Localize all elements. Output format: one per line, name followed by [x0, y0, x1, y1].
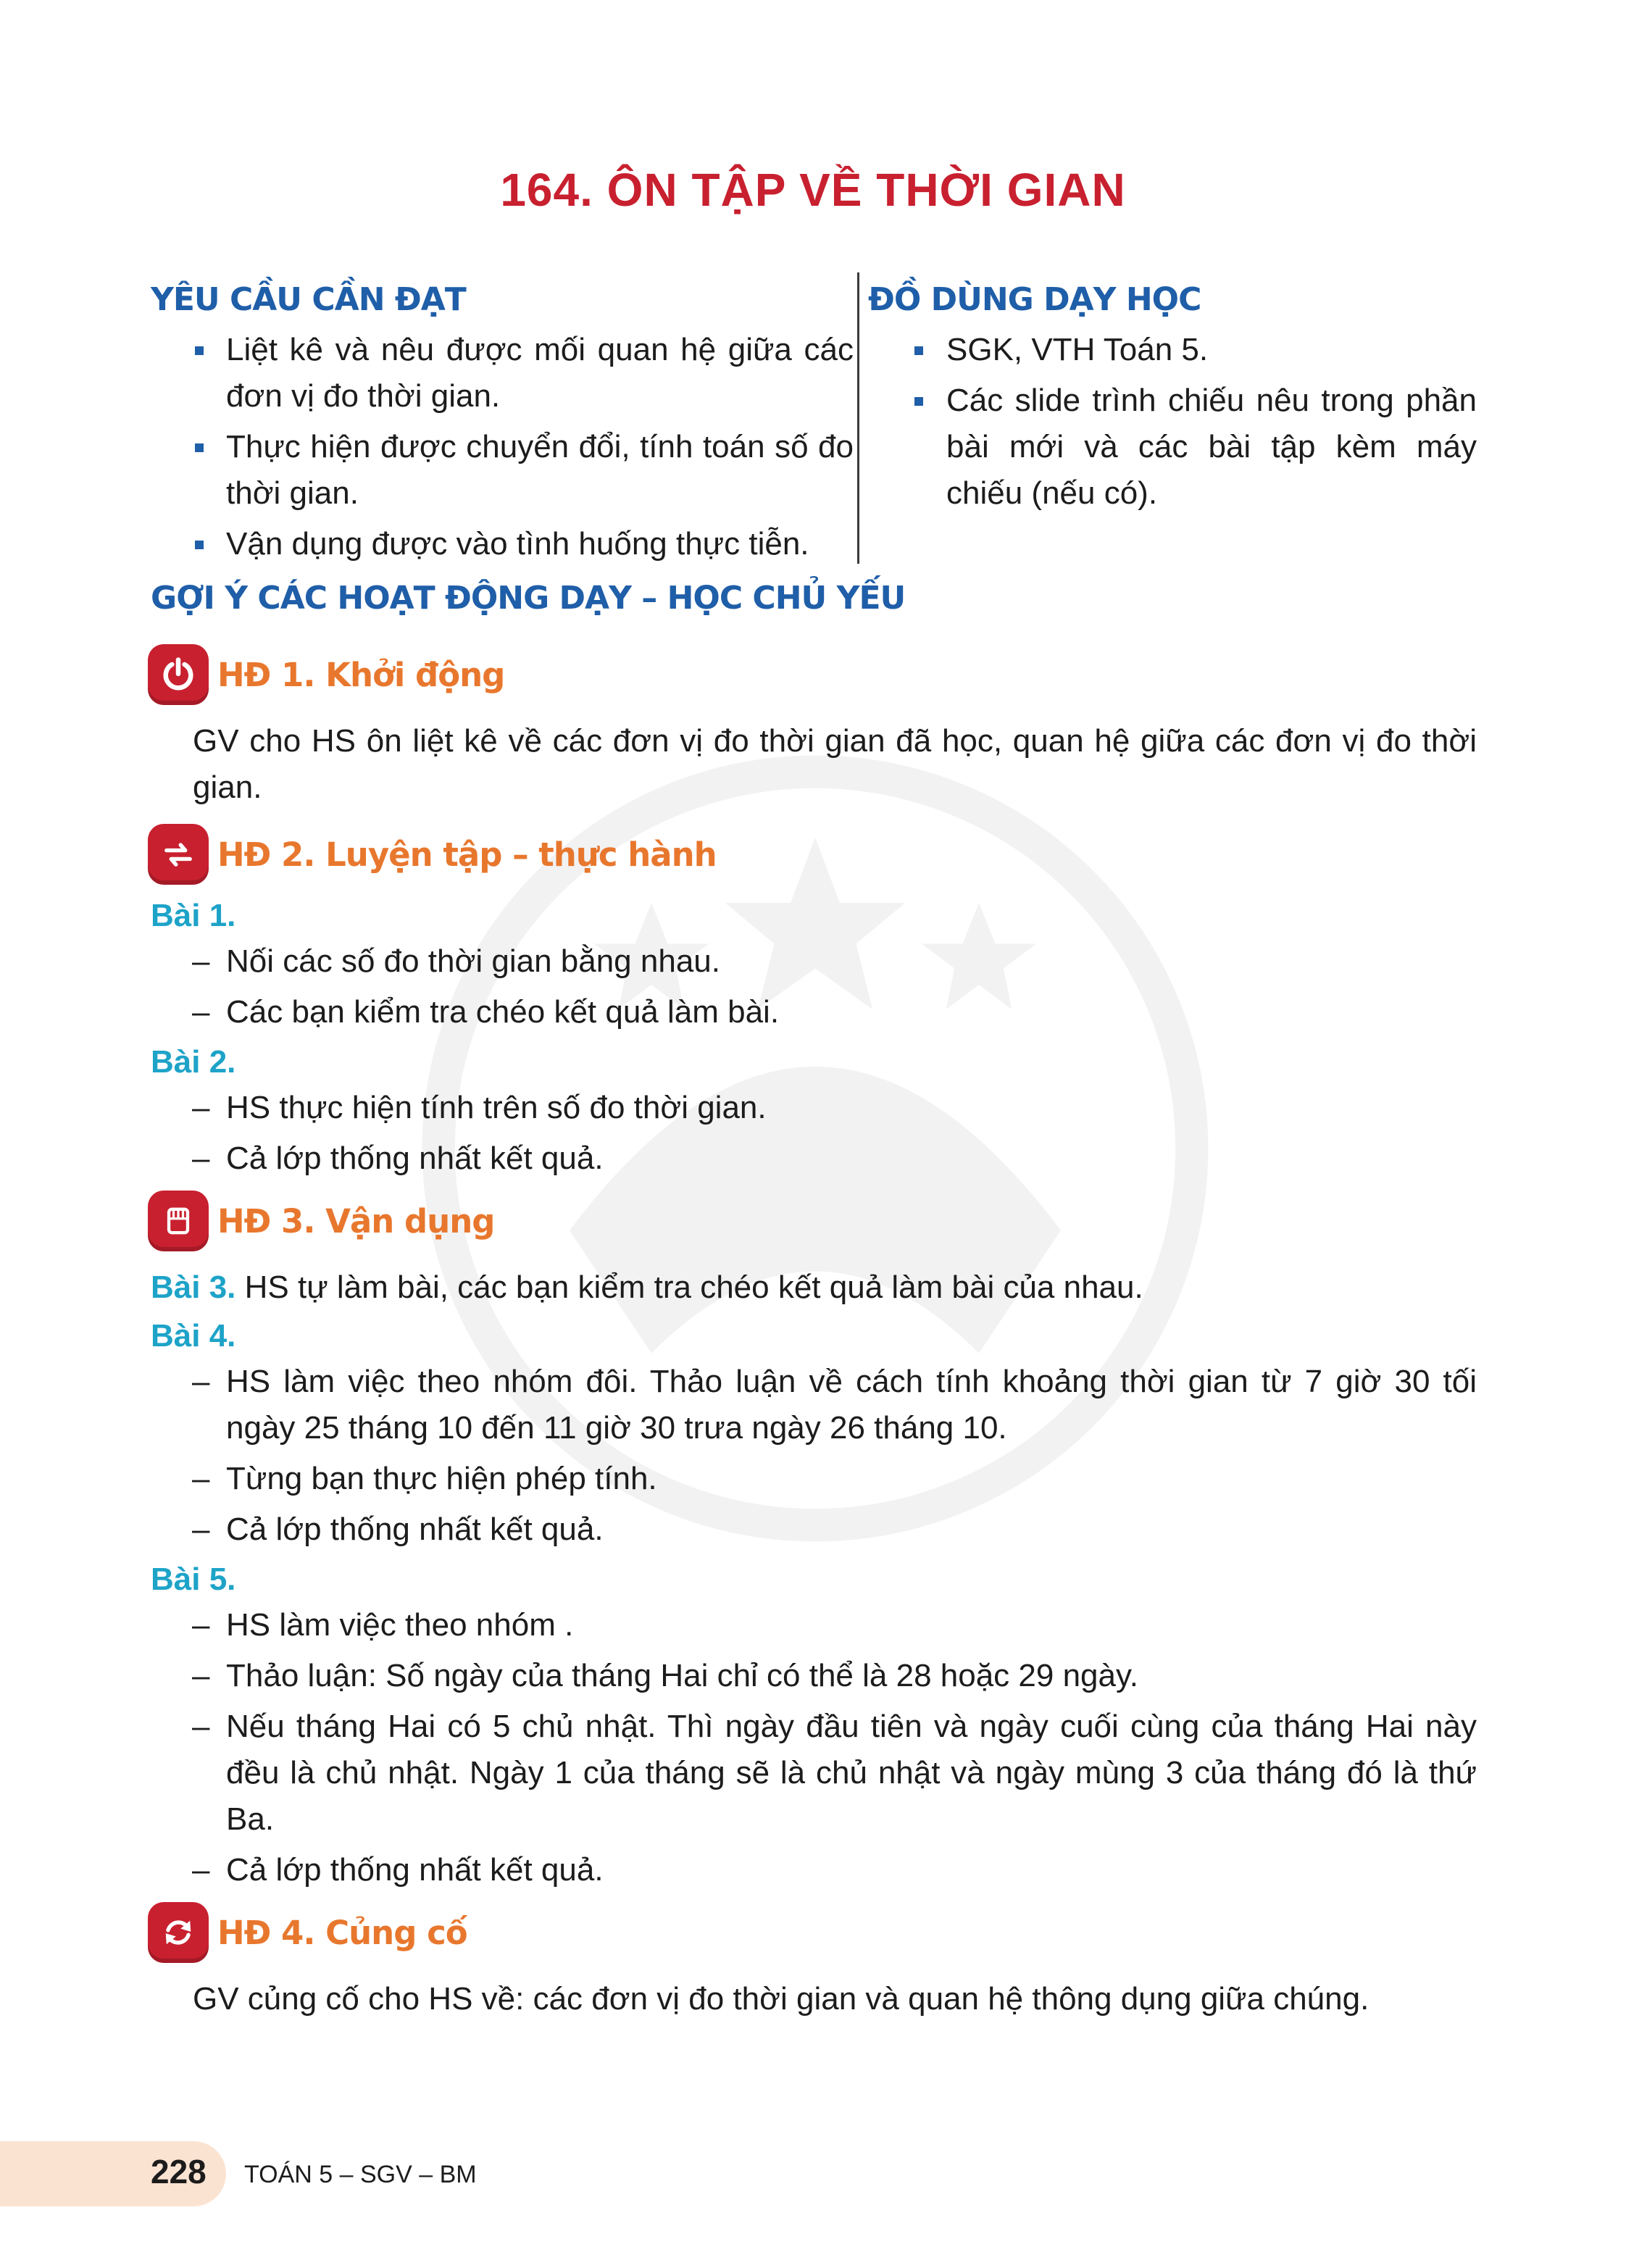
requirements-section — [151, 281, 854, 572]
activities-heading: GỢI Ý CÁC HOẠT ĐỘNG DẠY – HỌC CHỦ YẾU — [151, 580, 906, 617]
activity-2-header — [151, 824, 1477, 885]
activity-1-header — [151, 644, 1477, 705]
list-item: – Nếu tháng Hai có 5 chủ nhật. Thì ngày đầu tiên và ngày cuối cùng của tháng Hai này đều là chủ nhật. Ngày 1 của tháng sẽ là chủ nhật và ngày mùng 3 của tháng đó là thứ Ba. — [192, 1709, 1477, 1837]
activity-4-text: GV củng cố cho HS về: các đơn vị đo thời gian và quan hệ thông dụng giữa chúng. — [193, 1981, 1369, 2017]
list-item: – Thảo luận: Số ngày của tháng Hai chỉ có thể là 28 hoặc 29 ngày. — [192, 1658, 1138, 1693]
square-bullet-icon — [195, 443, 204, 452]
book-title: TOÁN 5 – SGV – BM — [244, 2161, 477, 2188]
activity-4-header — [151, 1902, 1477, 1963]
activity-2-label: HĐ 2. Luyện tập – thực hành — [217, 835, 717, 874]
list-item: – Các bạn kiểm tra chéo kết quả làm bài. — [192, 994, 780, 1030]
list-item: – HS làm việc theo nhóm đôi. Thảo luận về cách tính khoảng thời gian từ 7 giờ 30 tối ngày 25 tháng 10 đến 11 giờ 30 trưa ngày 26 tháng 10. — [192, 1364, 1477, 1446]
activities-section — [151, 580, 1477, 2035]
page-title: 164. ÔN TẬP VỀ THỜI GIAN — [500, 164, 1126, 216]
exercise-5-list — [151, 1602, 1477, 1893]
exercise-3-label: Bài 3. — [151, 1270, 236, 1305]
exercise-3 — [151, 1264, 1477, 1311]
power-icon — [148, 644, 209, 705]
list-item: – Cả lớp thống nhất kết quả. — [192, 1852, 604, 1888]
list-item: Vận dụng được vào tình huống thực tiễn. — [151, 521, 854, 567]
list-item: – HS thực hiện tính trên số đo thời gian. — [192, 1090, 767, 1125]
exercise-1-list — [151, 938, 1477, 1035]
square-bullet-icon — [195, 541, 204, 549]
square-bullet-icon — [914, 397, 923, 406]
list-item: – Nối các số đo thời gian bằng nhau. — [192, 943, 720, 979]
list-item: Thực hiện được chuyển đổi, tính toán số đo thời gian. — [151, 424, 854, 517]
exercise-2-label: Bài 2. — [151, 1044, 236, 1080]
square-bullet-icon — [914, 346, 923, 355]
exercise-2-list — [151, 1085, 1477, 1182]
activity-3-label: HĐ 3. Vận dụng — [217, 1201, 495, 1241]
list-item: SGK, VTH Toán 5. — [868, 327, 1477, 373]
activity-1-label: HĐ 1. Khởi động — [217, 655, 505, 694]
refresh-icon — [148, 1902, 209, 1963]
square-bullet-icon — [195, 346, 204, 355]
exercise-3-text: HS tự làm bài, các bạn kiểm tra chéo kết quả làm bài của nhau. — [244, 1270, 1143, 1305]
materials-list — [868, 327, 1477, 517]
list-item: – Cả lớp thống nhất kết quả. — [192, 1512, 604, 1547]
requirements-list — [151, 327, 854, 567]
requirements-heading: YÊU CẦU CẦN ĐẠT — [151, 281, 466, 318]
activity-1-text: GV cho HS ôn liệt kê về các đơn vị đo thời gian đã học, quan hệ giữa các đơn vị đo thời gian. — [193, 723, 1477, 805]
list-item: Liệt kê và nêu được mối quan hệ giữa các đơn vị đo thời gian. — [151, 327, 854, 420]
fist-icon — [148, 1191, 209, 1251]
page-number: 228 — [151, 2153, 207, 2190]
list-item: Các slide trình chiếu nêu trong phần bài mới và các bài tập kèm máy chiếu (nếu có). — [868, 378, 1477, 517]
exercise-4-label: Bài 4. — [151, 1318, 236, 1354]
materials-heading: ĐỒ DÙNG DẠY HỌC — [868, 281, 1201, 318]
column-divider — [857, 272, 859, 564]
materials-section — [868, 281, 1477, 521]
list-item: – HS làm việc theo nhóm . — [192, 1607, 574, 1643]
activity-3-header — [151, 1191, 1477, 1251]
list-item: – Cả lớp thống nhất kết quả. — [192, 1141, 604, 1176]
list-item: – Từng bạn thực hiện phép tính. — [192, 1461, 657, 1496]
exercise-5-label: Bài 5. — [151, 1562, 236, 1597]
exercise-1-label: Bài 1. — [151, 898, 236, 933]
exchange-arrows-icon — [148, 824, 209, 885]
activity-4-label: HĐ 4. Củng cố — [217, 1913, 467, 1952]
exercise-4-list — [151, 1359, 1477, 1553]
